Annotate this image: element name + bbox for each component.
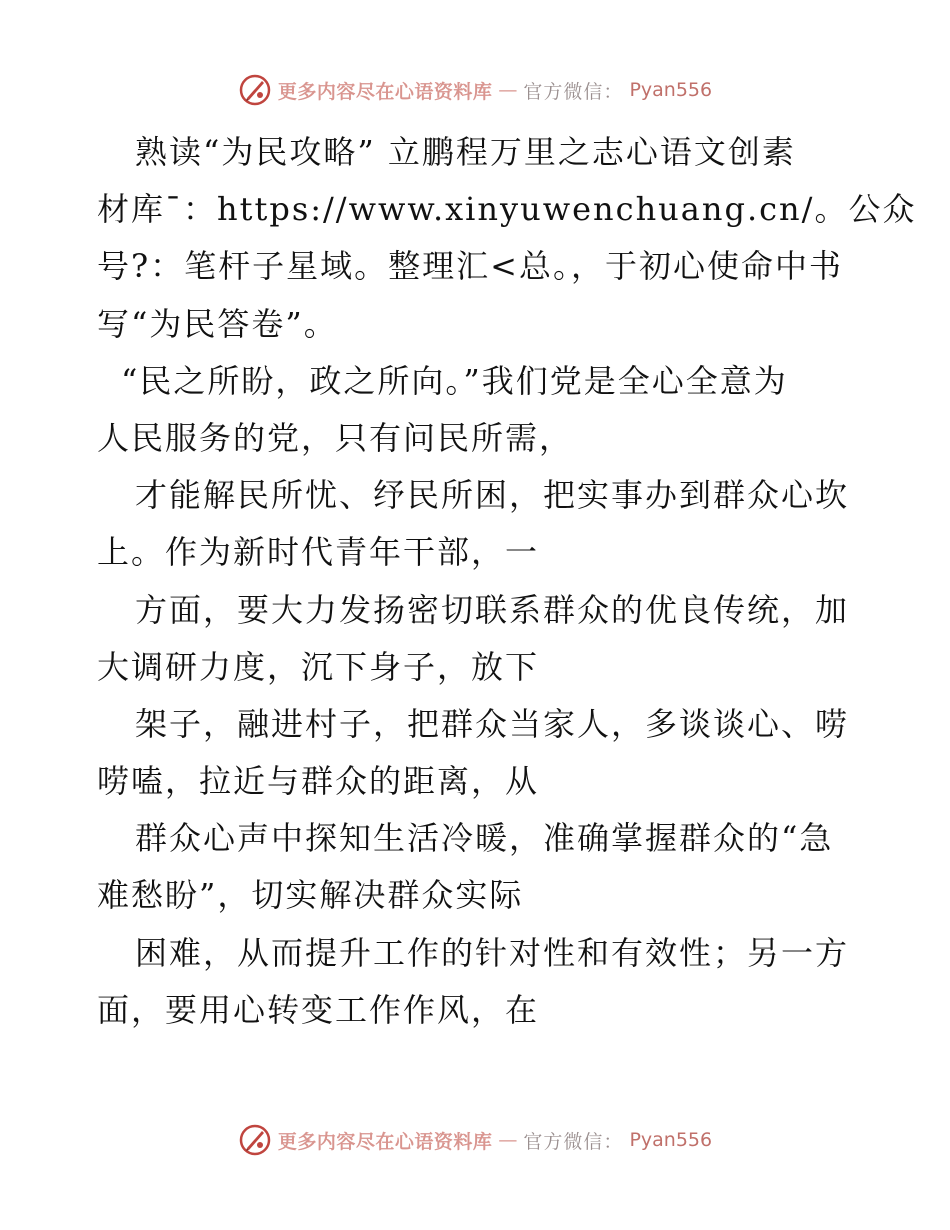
- text-line: 困难，从而提升工作的针对性和有效性；另一方: [135, 933, 850, 972]
- text-line: 架子，融进村子，把群众当家人，多谈谈心、唠: [135, 704, 850, 743]
- text-line: 面，要用心转变工作作风，在: [97, 990, 540, 1029]
- banner-official-label: 官方微信：: [523, 80, 624, 103]
- text-line: 写“为民答卷”。: [97, 304, 338, 343]
- body-text: [97, 124, 917, 1039]
- text-line: “民之所盼，政之所向。”我们党是全心全意为: [121, 361, 788, 400]
- text-line: 方面，要大力发扬密切联系群众的优良传统，加: [135, 590, 850, 629]
- footer-banner: [0, 1120, 950, 1160]
- text-line: 上。作为新时代青年干部，一: [97, 533, 540, 572]
- text-line: 熟读“为民攻略” 立鹏程万里之志心语文创素: [135, 133, 796, 171]
- header-banner: [0, 70, 950, 110]
- banner-dash: —: [498, 79, 518, 101]
- banner-official-label: 官方微信：: [523, 1130, 624, 1153]
- text-line: 材库¯：https://www.xinyuwenchuang.cn/。公众: [97, 190, 917, 229]
- text-line: 大调研力度，沉下身子，放下: [97, 647, 540, 686]
- banner-dash: —: [498, 1129, 518, 1151]
- quill-logo-icon: [238, 1123, 272, 1157]
- text-line: 唠嗑，拉近与群众的距离，从: [97, 762, 540, 801]
- text-line: 人民服务的党，只有问民所需，: [97, 418, 574, 457]
- banner-text: 更多内容尽在心语资料库: [277, 1130, 493, 1153]
- text-line: 才能解民所忧、纾民所困，把实事办到群众心坎: [135, 476, 850, 515]
- banner-wechat-id: Pyan556: [629, 79, 713, 101]
- quill-logo-icon: [238, 73, 272, 107]
- banner-wechat-id: Pyan556: [629, 1129, 713, 1151]
- text-line: 难愁盼”，切实解决群众实际: [97, 876, 524, 915]
- text-line: 号?：笔杆子星域。整理汇<总。，于初心使命中书: [97, 247, 843, 286]
- banner-text: 更多内容尽在心语资料库: [277, 80, 493, 103]
- text-line: 群众心声中探知生活冷暖，准确掌握群众的“急: [135, 819, 834, 858]
